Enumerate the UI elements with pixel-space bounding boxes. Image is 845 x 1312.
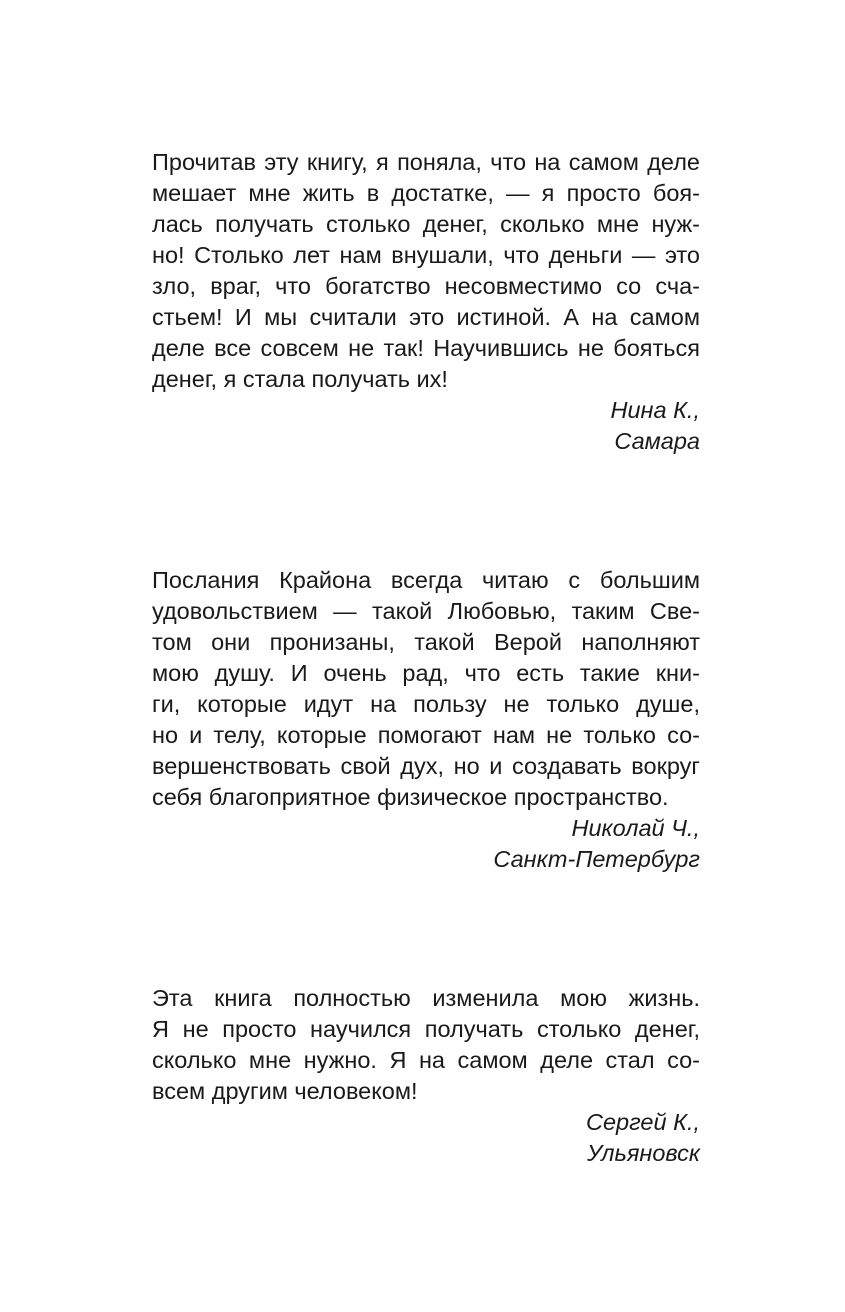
- review-text-line: Прочитав эту книгу, я поняла, что на самом деле: [152, 149, 700, 175]
- review-text-line: но и телу, которые помогают нам не только со-: [152, 722, 700, 748]
- review-text-line: мешает мне жить в достатке, — я просто боя-: [152, 180, 700, 206]
- review-author: Николай Ч.,: [571, 815, 700, 841]
- review-text-line: мою душу. И очень рад, что есть такие кни-: [152, 660, 700, 686]
- review-text-line: удовольствием — такой Любовью, таким Све-: [152, 598, 700, 624]
- review-text-line: себя благоприятное физическое пространство.: [152, 784, 669, 810]
- review-text-line: но! Столько лет нам внушали, что деньги — это: [152, 242, 700, 268]
- review-text-line: зло, враг, что богатство несовместимо со сча-: [152, 273, 700, 299]
- review-text-line: Послания Крайона всегда читаю с большим: [152, 567, 700, 593]
- review-text-line: сколько мне нужно. Я на самом деле стал со-: [152, 1047, 700, 1073]
- review-text-line: Я не просто научился получать столько денег,: [152, 1016, 700, 1042]
- review-text-line: ги, которые идут на пользу не только душе,: [152, 691, 700, 717]
- review-author: Сергей К.,: [585, 1109, 700, 1135]
- review-2: [152, 565, 700, 875]
- review-text-line: стьем! И мы считали это истиной. А на самом: [152, 304, 700, 330]
- review-text-line: всем другим человеком!: [152, 1078, 418, 1104]
- review-city: Санкт-Петербург: [493, 846, 700, 872]
- review-text-line: лась получать столько денег, сколько мне нуж-: [152, 211, 700, 237]
- review-text-line: деле все совсем не так! Научившись не бояться: [152, 335, 700, 361]
- review-3: [152, 983, 700, 1169]
- review-author: Нина К.,: [610, 397, 700, 423]
- review-text-line: вершенствовать свой дух, но и создавать вокруг: [152, 753, 700, 779]
- review-text-line: Эта книга полностью изменила мою жизнь.: [152, 985, 700, 1011]
- review-text-line: том они пронизаны, такой Верой наполняют: [152, 629, 700, 655]
- review-city: Самара: [614, 428, 700, 454]
- review-text-line: денег, я стала получать их!: [152, 366, 448, 392]
- review-city: Ульяновск: [587, 1140, 700, 1166]
- review-1: [152, 147, 700, 457]
